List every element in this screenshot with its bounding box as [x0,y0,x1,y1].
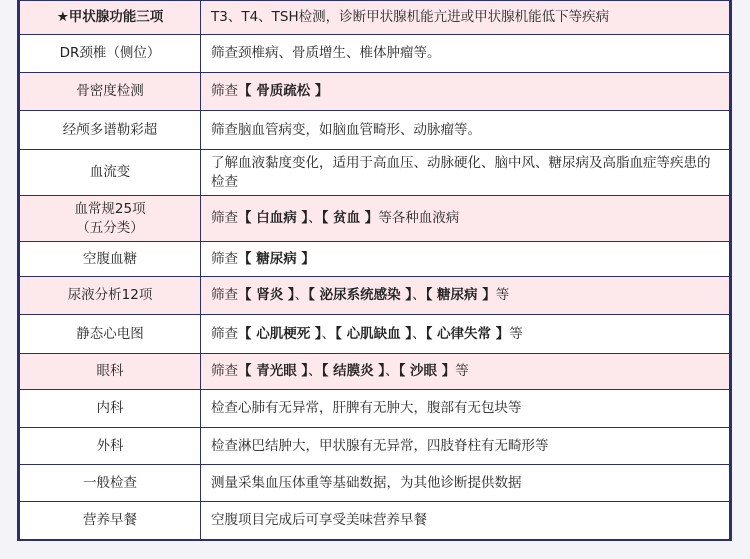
separator: 、 [321,325,336,342]
highlighted-condition: 【 结膜炎 】 [321,363,386,379]
desc-suffix: 等 [509,325,523,342]
desc-prefix: 筛查 [211,250,238,267]
item-description [201,73,730,111]
table-row [20,1,730,35]
table-row [20,150,730,196]
separator: 、 [412,325,426,342]
highlighted-condition: 【 心律失常 】 [425,325,510,342]
item-name: 骨密度检测 [20,73,201,111]
highlighted-condition: 【 心肌缺血 】 [335,325,413,342]
item-name: 经颅多谱勒彩超 [20,111,201,150]
item-name: 血流变 [20,150,201,196]
highlighted-condition: 【 心肌梗死 】 [238,325,322,342]
item-description: 空腹项目完成后可享受美味营养早餐 [201,502,730,540]
item-name: ★甲状腺功能三项 [20,1,201,35]
desc-prefix: 筛查 [211,363,238,379]
highlighted-condition: 【 贫血 】 [321,210,379,226]
item-description: 测量采集血压体重等基础数据，为其他诊断提供数据 [201,465,730,502]
table-row [20,242,730,277]
item-description: T3、T4、TSH检测，诊断甲状腺机能亢进或甲状腺机能低下等疾病 [201,1,730,35]
checkup-items-table [17,0,732,541]
item-description [201,242,730,277]
highlighted-condition: 【 青光眼 】 [238,363,309,379]
table-row [20,196,730,242]
desc-prefix: 筛查 [211,83,238,99]
item-name-line2: （五分类） [76,219,144,236]
desc-suffix: 等各种血液病 [378,210,460,226]
desc-prefix: 筛查 [211,210,238,226]
item-name: 内科 [20,390,201,428]
table-row [20,390,730,428]
item-name: 外科 [20,428,201,465]
item-name: 一般检查 [20,465,201,502]
item-description: 检查心肺有无异常，肝脾有无肿大，腹部有无包块等 [201,390,730,428]
table-row [20,502,730,540]
item-description: 筛查颈椎病、骨质增生、椎体肿瘤等。 [201,35,730,73]
item-description [201,354,730,390]
item-name: 尿液分析12项 [20,277,201,315]
item-description [201,315,730,354]
highlighted-condition: 【 泌尿系统感染 】 [308,287,413,303]
item-description: 筛查脑血管病变，如脑血管畸形、动脉瘤等。 [201,111,730,150]
item-name: 静态心电图 [20,315,201,354]
table-row [20,315,730,354]
item-description [201,277,730,315]
item-name: 眼科 [20,354,201,390]
desc-suffix: 等 [495,287,510,303]
separator: 、 [412,287,426,303]
table-row [20,277,730,315]
item-description: 了解血液黏度变化，适用于高血压、动脉硬化、脑中风、糖尿病及高脂血症等疾患的检查 [201,150,730,196]
desc-prefix: 筛查 [211,325,238,342]
item-name: 营养早餐 [20,502,201,540]
separator: 、 [385,363,399,379]
separator: 、 [294,287,309,303]
item-description: 检查淋巴结肿大，甲状腺有无异常，四肢脊柱有无畸形等 [201,428,730,465]
table-row [20,35,730,73]
highlighted-condition: 【 骨质疏松 】 [238,83,329,99]
desc-suffix: 等 [455,363,469,379]
table-row [20,111,730,150]
item-name: DR颈椎（侧位） [20,35,201,73]
separator: 、 [308,210,322,226]
table-row [20,465,730,502]
item-name-line1: 血常规25项 [74,200,146,217]
highlighted-condition: 【 糖尿病 】 [238,250,315,267]
item-name: 空腹血糖 [20,242,201,277]
highlighted-condition: 【 白血病 】 [238,210,309,226]
table-row [20,354,730,390]
separator: 、 [308,363,322,379]
highlighted-condition: 【 肾炎 】 [238,287,295,303]
item-name [20,196,201,242]
table-row [20,73,730,111]
item-description [201,196,730,242]
table-row [20,428,730,465]
highlighted-condition: 【 沙眼 】 [398,363,456,379]
desc-prefix: 筛查 [211,287,238,303]
highlighted-condition: 【 糖尿病 】 [425,287,496,303]
